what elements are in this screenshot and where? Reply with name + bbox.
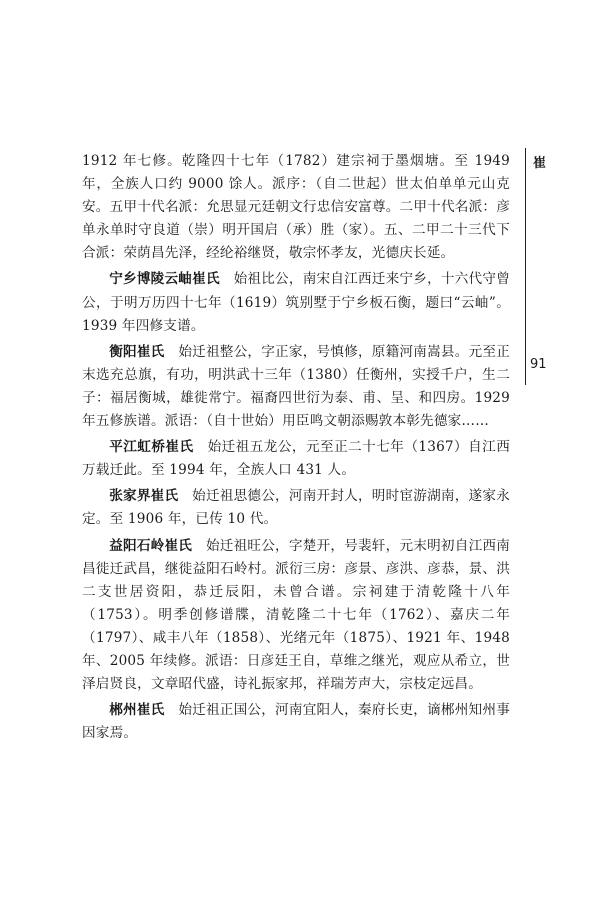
section-title-pingjiang: 平江虹桥崔氏 [109, 439, 194, 456]
section-text-zhangjiajie: 始迁祖思德公，河南开封人，明时宦游湖南，遂家永定。至 1906 年，已传 10 代。 [82, 488, 510, 528]
paragraph-1-text: 1912 年七修。乾隆四十七年（1782）建宗祠于墨烟塘。至 1949 年，全族人口约 9000 馀人。派序：（自二世起）世太伯单单元山克安。五甲十代名派：允思显元廷朝文行忠信安富尊。二甲十代名派：彦单永单时守良道（崇）明开国启（承）胜（家）。五、二甲二十三代下合派：荣荫昌先泽，经纶裕继贤，敬宗怀孝友，光德庆长延。 [82, 153, 510, 262]
paragraph-pingjiang-cui [82, 436, 510, 482]
section-text-yiyang: 始迁祖旺公，字楚开，号裴轩，元末明初自江西南昌徙迁武昌，继徙益阳石岭村。派衍三房：彦景、彦洪、彦恭，景、洪二支世居资阳，恭迁辰阳，未曾合谱。宗祠建于清乾隆十八年（1753）。明季创修谱牒，清乾隆二十七年（1762）、嘉庆二年（1797）、咸丰八年（1858）、光绪元年（1875）、1921 年、1948 年、2005 年续修。派语：日彦廷王自，草维之继光，观应从希立，世泽启贤良，文章昭代盛，诗礼振家邦，祥瑞芳声大，宗枝定远昌。 [82, 537, 510, 693]
paragraph-yiyang-cui [82, 535, 510, 697]
page-number: 91 [530, 357, 547, 372]
page-body [82, 150, 510, 745]
section-title-hengyang: 衡阳崔氏 [109, 343, 165, 360]
section-title-zhangjiajie: 张家界崔氏 [109, 488, 179, 505]
surname-margin-label: 崔 [533, 156, 547, 171]
section-text-pingjiang: 始迁祖五龙公，元至正二十七年（1367）自江西万载迁此。至 1994 年，全族人口 431 人。 [82, 439, 510, 479]
section-text-ningxiang: 始祖比公，南宋自江西迁来宁乡，十六代守曾公，于明万历四十七年（1619）筑别墅于宁乡板石衡，题曰“云岫”。1939 年四修支谱。 [82, 271, 510, 334]
paragraph-zhangjiajie-cui [82, 485, 510, 531]
section-title-chenzhou: 郴州崔氏 [109, 702, 165, 719]
section-text-hengyang: 始迁祖整公，字正家，号慎修，原籍河南嵩县。元至正末选充总旗，有功，明洪武十三年（1380）任衡州，实授千户，生二子：福居衡城，雄徙常宁。福裔四世衍为泰、甫、呈、和四房。1929 年五修族谱。派语：（自十世始）用臣鸣文朝添赐敦本彰先德家…… [82, 343, 510, 430]
section-title-ningxiang: 宁乡博陵云岫崔氏 [109, 271, 220, 288]
paragraph-chenzhou-cui [82, 699, 510, 745]
paragraph-hengyang-cui [82, 341, 510, 433]
section-text-chenzhou: 始迁祖正国公，河南宜阳人，秦府长吏，谪郴州知州事因家焉。 [82, 702, 510, 742]
paragraph-ningxiang-cui [82, 268, 510, 337]
section-title-yiyang: 益阳石岭崔氏 [109, 537, 193, 554]
margin-divider [525, 148, 526, 385]
paragraph-1 [82, 150, 510, 265]
